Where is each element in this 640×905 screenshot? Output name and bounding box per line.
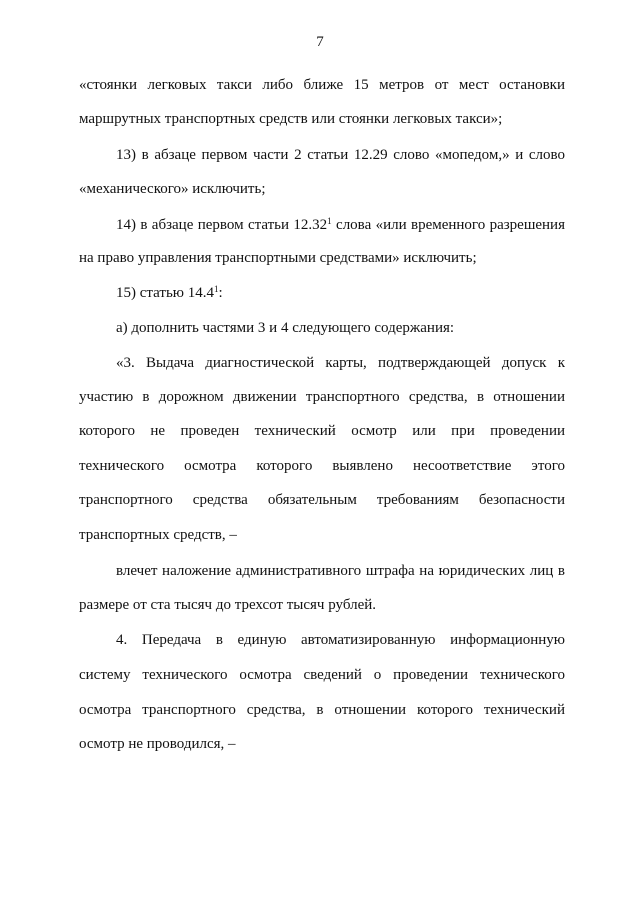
text-fragment: 15) статью 14.4 — [116, 285, 215, 301]
text-line: транспортного средства обязательным требованиям безопасности — [79, 492, 565, 508]
text-line — [116, 283, 565, 303]
text-line: «3. Выдача диагностической карты, подтверждающей допуск к — [116, 355, 565, 371]
text-line — [116, 215, 565, 235]
text-line: осмотр не проводился, – — [79, 736, 236, 752]
text-line: «стоянки легковых такси либо ближе 15 метров от мест остановки — [79, 77, 565, 93]
text-line: систему технического осмотра сведений о проведении технического — [79, 667, 565, 683]
text-fragment: слова «или временного разрешения — [331, 217, 565, 233]
text-line: 4. Передача в единую автоматизированную информационную — [116, 632, 565, 648]
text-line: на право управления транспортными средствами» исключить; — [79, 250, 477, 266]
text-line: участию в дорожном движении транспортного средства, в отношении — [79, 389, 565, 405]
text-line: влечет наложение административного штрафа на юридических лиц в — [116, 563, 565, 579]
text-line: 13) в абзаце первом части 2 статьи 12.29 слово «мопедом,» и слово — [116, 147, 565, 163]
text-line: которого не проведен технический осмотр или при проведении — [79, 423, 565, 439]
text-line: транспортных средств, – — [79, 527, 237, 543]
text-line: а) дополнить частями 3 и 4 следующего содержания: — [116, 320, 455, 336]
text-fragment: 14) в абзаце первом статьи 12.32 — [116, 217, 328, 233]
text-line: технического осмотра которого выявлено несоответствие этого — [79, 458, 565, 474]
text-line: размере от ста тысяч до трехсот тысяч рублей. — [79, 597, 377, 613]
text-fragment: : — [218, 285, 223, 301]
text-line: маршрутных транспортных средств или стоянки легковых такси»; — [79, 111, 503, 127]
text-line: «механического» исключить; — [79, 181, 266, 197]
page-number: 7 — [316, 34, 324, 50]
text-line: осмотра транспортного средства, в отношении которого технический — [79, 702, 565, 718]
superscript: 1 — [214, 284, 219, 294]
superscript: 1 — [327, 216, 332, 226]
